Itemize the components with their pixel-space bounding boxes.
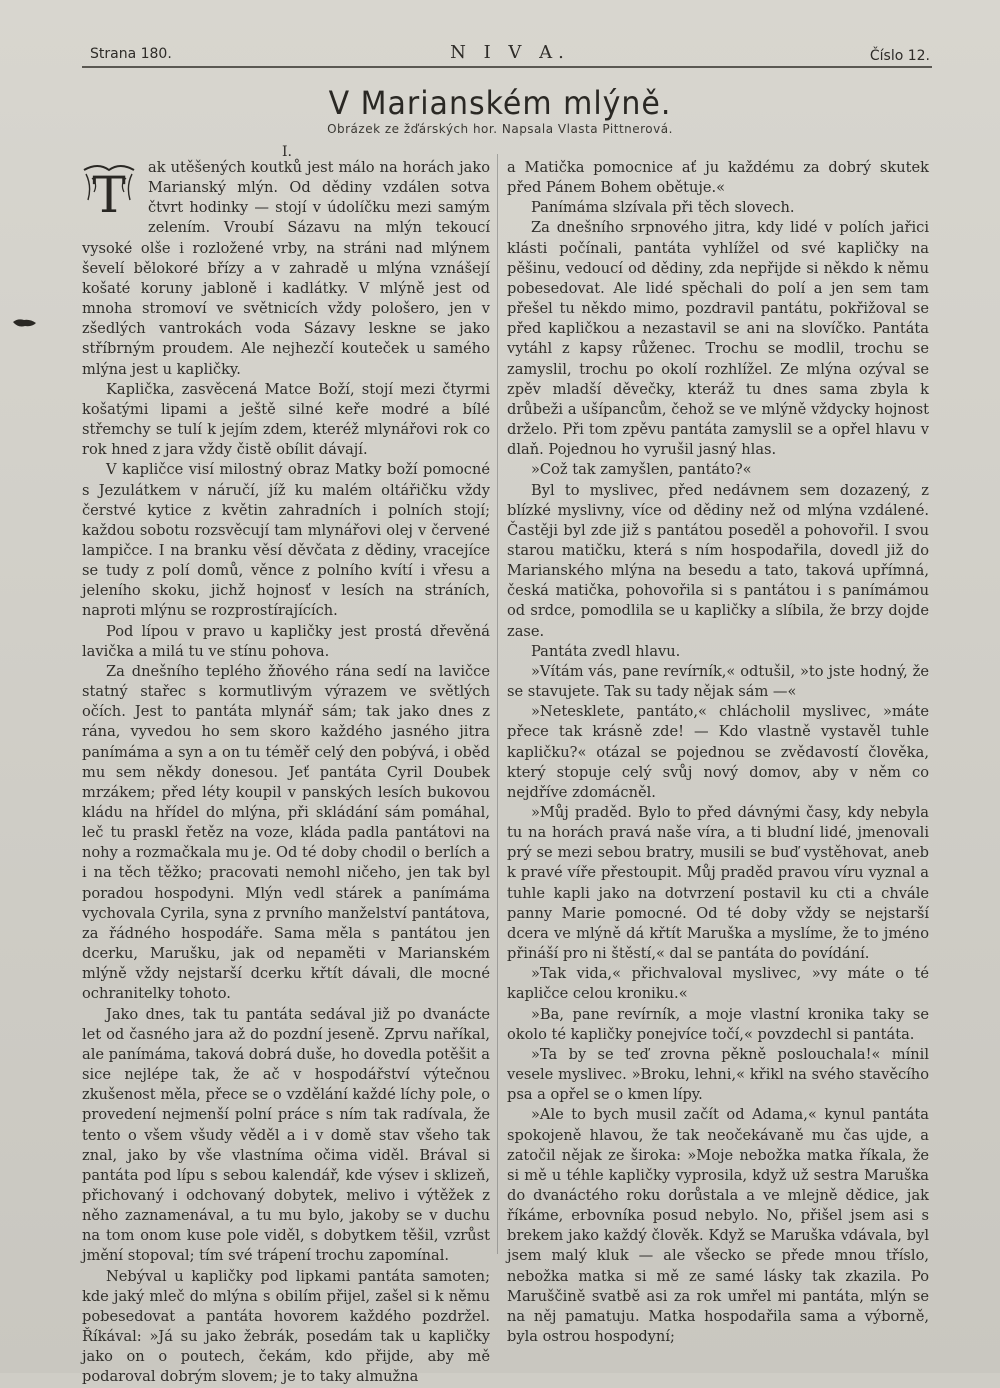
paragraph: »Vítám vás, pane revírník,« odtušil, »to jste hodný, že se stavujete. Tak su tady nějak sám —« bbox=[507, 662, 929, 701]
paragraph: Za dnešního srpnového jitra, kdy lidé v polích jařici klásti počínali, pantáta vyhlížel od své kapličky na pěšinu, vedoucí od dědiny, zda nepřijde si někdo k němu pobesedovat. Ale lidé spěchali do polí a jen sem tam přešel tu někdo mimo, pozdravil pantátu, pokřižoval se před kapličkou a nezastavil se ani na slovíčko. Pantáta vytáhl z kapsy růženec. Trochu se modlil, trochu se zamyslil, trochu po okolí rozhlížel. Ze mlýna ozýval se zpěv mladší děvečky, kteráž tu dnes sama zbyla k drůbeži a ušípancům, čehož se ve mlýně vždycky hojnost drželo. Při tom zpěvu pantáta zamyslil se a opřel hlavu v dlaň. Pojednou ho vyrušil jasný hlas. bbox=[507, 219, 929, 459]
paragraph: »Ta by se teď zrovna pěkně poslouchala!« mínil vesele myslivec. »Broku, lehni,« křikl na svého stavěcího psa a opřel se o kmen lípy. bbox=[507, 1045, 929, 1104]
paragraph: »Ba, pane revírník, a moje vlastní kronika taky se okolo té kapličky ponejvíce točí,« povzdechl si pantáta. bbox=[507, 1005, 929, 1043]
section-number: I. bbox=[282, 144, 292, 160]
paragraph: Byl to myslivec, před nedávnem sem dozazený, z blízké myslivny, více od dědiny než od mlýna vzdálené. Častěji byl zde již s pantátou poseděl a pohovořil. I svou starou matičku, která s ním hospodařila, dovedl již do Marianského mlýna na besedu a tato, taková upřímná, česká matička, pohovořila si s pantátou i s panímámou od srdce, pomodlila se u kapličky a slíbila, že brzy dojde zase. bbox=[507, 481, 929, 640]
header-rule bbox=[82, 66, 932, 68]
journal-name: N I V A. bbox=[450, 42, 570, 63]
svg-text:T: T bbox=[92, 166, 126, 224]
article-title: V Marianském mlýně. bbox=[328, 84, 672, 123]
paragraph: Jako dnes, tak tu pantáta sedával již po dvanácte let od časného jara až do pozdní jeseně. Zprvu naříkal, ale panímáma, taková dobrá duše, ho dovedla potěšit a sice nejlépe tak, že ač v hospodářství výtečnou zkušenost měla, přece se o vzdělání každé líchy pole, o provedení nejmenší polní práce s ním tak radívala, že tento o všem všudy věděl a i v domě stav všeho tak znal, jako by vše vlastníma očima viděl. Brával si pantáta pod lípu s sebou kalendář, kde výsev i sklizeň, přichovaný i odchovaný dobytek, melivo i výtěžek z něho zaznamenával, a tu mu bylo, jakoby se v duchu na tom onom kuse pole viděl, s dobytkem těšil, vzrůst jmění stopoval; tím své trápení trochu zapomínal. bbox=[82, 1005, 490, 1265]
paragraph: a Matička pomocnice ať ju každému za dobrý skutek před Pánem Bohem obětuje.« bbox=[507, 159, 929, 197]
paragraph: V kapličce visí milostný obraz Matky boží pomocné s Jezulátkem v náručí, jíž ku malém oltářičku vždy čerstvé kytice z květin zahradních i polních stojí; každou sobotu rozsvěcují tam mlynářovi olej v červené lampičce. I na branku věsí děvčata z dědiny, vracejíce se tudy z polí domů, věnce z polního kvítí i vřesu a jeleního skoku, jichž hojnosť v lesích na stráních, naproti mlýnu se rozprostírajících. bbox=[82, 461, 490, 620]
paragraph: Pod lípou v pravo u kapličky jest prostá dřevěná lavička a milá tu ve stínu pohova. bbox=[82, 622, 490, 660]
article-subtitle: Obrázek ze žďárských hor. Napsala Vlasta Pittnerová. bbox=[327, 122, 673, 136]
paragraph: Kaplička, zasvěcená Matce Boží, stojí mezi čtyrmi košatými lipami a ještě silné keře modré a bílé střemchy se tulí k jejím zdem, kteréž mlynářovi rok co rok hned z jara vždy čistě obílit dávají. bbox=[82, 380, 490, 459]
left-column bbox=[82, 158, 490, 1388]
page-header bbox=[90, 42, 930, 68]
paragraph: »Ale to bych musil začít od Adama,« kynul pantáta spokojeně hlavou, že tak neočekávaně mu čas ujde, a zatočil nějak ze široka: »Moje nebožka matka říkala, že si mě u téhle kapličky vyprosila, když už sestra Maruška do dvanáctého roku dorůstala a ve mlejně dědice, jak říkáme, erbovníka posud nebylo. No, přišel jsem asi s brekem jako každý člověk. Když se Maruška vdávala, byl jsem malý kluk — ale všecko se přede mnou tříslo, nebožka matka si mě ze samé lásky tak zkazila. Po Maruščině svatbě asi za rok umřel mi pantáta, mlýn se na něj pamatuju. Matka hospodařila sama a výborně, byla ostrou hospodyní; bbox=[507, 1106, 929, 1346]
paragraph: »Což tak zamyšlen, pantáto?« bbox=[531, 461, 752, 479]
paragraph: »Můj praděd. Bylo to před dávnými časy, kdy nebyla tu na horách pravá naše víra, a ti bludní lidé, jmenovali prý se mezi sebou bratry, musili se buď vystěhovat, aneb k pravé víře přestoupit. Můj praděd pravou víru vyznal a tuhle kapli jako na dotvrzení postavil ku cti a chvále panny Marie pomocné. Od té doby vždy se nejstarší dcera ve mlýně dá křtít Maruška a myslíme, že to jméno přináší pro ni štěstí,« dal se pantáta do povídání. bbox=[507, 804, 929, 963]
paragraph: Za dnešního teplého žňového rána sedí na lavičce statný stařec s kormutlivým výrazem ve světlých očích. Jest to pantáta mlynář sám; tak jako dnes z rána, vyvedou ho sem skoro každého jasného jitra panímáma a syn a on tu téměř celý den pobývá, i oběd mu sem někdy donesou. Jeť pantáta Cyril Doubek mrzákem; před léty koupil v panských lesích bukovou kládu na hřídel do mlýna, při skládání sám pomáhal, leč tu praskl řetěz na voze, kláda padla pantátovi na nohy a rozmačkala mu je. Od té doby chodil o berlích a i na těch těžko; pracovati nemohl ničeho, jen tak byl poradou hospodyni. Mlýn vedl stárek a panímáma vychovala Cyrila, syna z prvního manželství pantátova, za řádného hospodáře. Sama měla s pantátou jen dcerku, Marušku, jak od nepaměti v Marianském mlýně vždy nejstarší dcerku křtít dávali, dle mocné ochranitelky tohoto. bbox=[82, 662, 490, 1003]
ink-blot-icon bbox=[12, 316, 38, 330]
column-divider bbox=[497, 154, 498, 1254]
ornamental-letter-t-icon bbox=[78, 160, 140, 222]
paragraph: »Netesklete, pantáto,« chlácholil myslivec, »máte přece tak krásně zde! — Kdo vlastně vystavěl tuhle kapličku?« otázal se pojednou se zvědavostí člověka, který stopuje celý svůj nový domov, aby v něm co nejdříve zdomácněl. bbox=[507, 703, 929, 801]
paragraph: Pantáta zvedl hlavu. bbox=[531, 642, 681, 660]
paragraph: ak utěšených koutků jest málo na horách jako Marianský mlýn. Od dědiny vzdálen sotva čtvrt hodinky — stojí v údolíčku mezi samým zelením. Vroubí Sázavu na mlýn tekoucí vysoké olše i rozložené vrby, na stráni nad mlýnem ševelí bělokoré břízy a v zahradě u mlýna vznášejí košaté koruny jabloně i kadlátky. V mlýně jest od mnoha stromoví ve světnicích vždy pološero, jen v zšedlých vantrokách voda Sázavy leskne se jako stříbrným proudem. Ale nejhezčí kouteček u samého mlýna jest u kapličky. bbox=[82, 159, 490, 378]
paragraph: »Tak vida,« přichvaloval myslivec, »vy máte o té kapličce celou kroniku.« bbox=[507, 965, 929, 1003]
dropcap-ornament bbox=[78, 160, 140, 222]
page-number: Strana 180. bbox=[90, 46, 172, 62]
paragraph: Panímáma slzívala při těch slovech. bbox=[531, 199, 795, 217]
issue-number: Číslo 12. bbox=[869, 48, 930, 64]
paragraph: Nebýval u kapličky pod lipkami pantáta samoten; kde jaký mleč do mlýna s obilím přijel, zašel si k němu pobesedovat a pantáta hovorem každého pozdržel. Říkával: »Já su jako žebrák, posedám tak u kapličky jako on o poutech, čekám, kdo přijde, aby mě podaroval dobrým slovem; je to taky almužna bbox=[82, 1267, 490, 1386]
right-column bbox=[507, 158, 929, 1347]
